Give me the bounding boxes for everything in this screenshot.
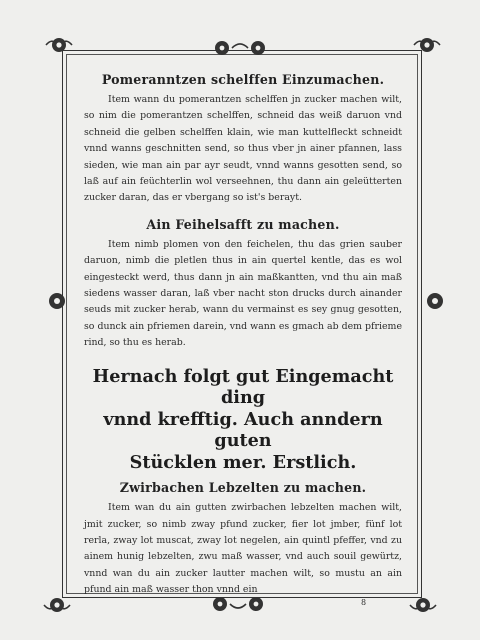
page-content xyxy=(84,72,402,599)
flower-ornament-icon xyxy=(408,592,438,618)
section-title: Ain Feihelsafft zu machen. xyxy=(146,216,340,232)
flower-ornament-icon xyxy=(42,592,72,618)
flower-ornament-icon xyxy=(412,32,442,58)
section-title: Pomeranntzen schelffen Einzumachen. xyxy=(101,72,385,87)
flower-ornament-icon xyxy=(424,290,446,312)
section-text: Item wan du ain gutten zwirbachen lebzelten machen wilt, jmit zucker, so nimb zway pfund zucker, fier lot jmber, fünf lot rerla, zway lot muscat, zway lot negelen, ain quintl pfeffer, vnd zu ainem hunig lebzelten, zwu maß wasser, vnd auch souil gewürtz, vnnd wan du ain zucker lautter machen wilt, so mustu an ain pfund ain maß wasser thon vnnd ein xyxy=(84,502,402,596)
section-title: Zwirbachen Lebzelten zu machen. xyxy=(119,480,367,496)
flower-ornament-icon xyxy=(44,32,74,58)
chapter-heading-line: Stücklen mer. Erstlich. xyxy=(129,451,357,473)
chapter-heading-line: vnnd krefftig. Auch anndern guten xyxy=(103,408,383,452)
page-number: 8 xyxy=(361,598,367,607)
section-text: Item nimb plomen von den feichelen, thu das grien sauber daruon, nimb die pletlen thus in ain quertel kentle, das es wol eingesteckt werd, thus dann jn ain maßkantten, vnd thu ain maß siedens wasser daran, laß vber nacht ston drucks durch ainander seuds mit zucker herab, wann du vermainst es sey gnug gesotten, so dunck ain pfriemen darein, vnd wann es gmach ab dem pfrieme rind, so thu es herab. xyxy=(84,238,402,349)
chapter-heading-line: Hernach folgt gut Eingemacht ding xyxy=(92,365,394,409)
chapter-heading xyxy=(84,366,402,474)
flower-ornament-icon xyxy=(208,38,272,58)
flower-ornament-icon xyxy=(46,290,68,312)
section-text: Item wann du pomerantzen schelffen jn zucker machen wilt, so nim die pomerantzen schelffen, schneid das weiß daruon vnd schneid die gelben schelffen klain, wie man kuttelfleckt schneidt vnnd wanns geschnitten send, so thus vber jn ainer pfannen, lass sieden, wie man ain par ayr seudt, vnnd wanns gesotten send, so laß auf ain feüchterlin wol verseehnen, thu dann ain geleütterten zucker daran, das er vbergang so ist's berayt. xyxy=(84,94,402,204)
